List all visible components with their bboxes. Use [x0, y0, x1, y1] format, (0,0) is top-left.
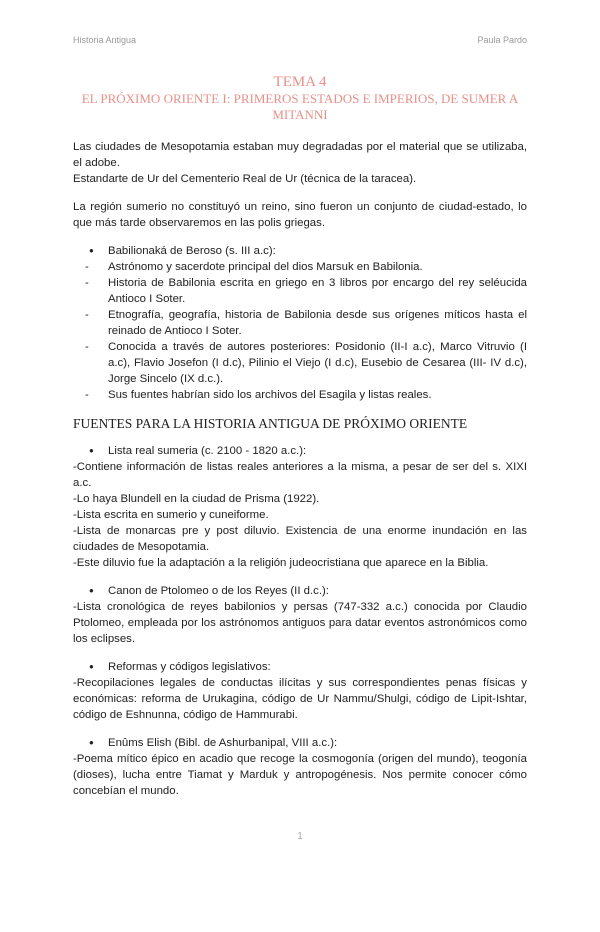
source-section [73, 583, 527, 647]
beroso-list [73, 243, 527, 403]
section-line: -Este diluvio fue la adaptación a la religión judeocristiana que aparece en la Biblia. [73, 557, 489, 569]
list-item: - Etnografía, geografía, historia de Babilonia desde sus orígenes míticos hasta el reinado de Antioco I Soter. [85, 309, 527, 337]
header-course: Historia Antigua [73, 35, 137, 45]
section-bullet: ● Enûms Elish (Bibl. de Ashurbanipal, VIII a.c.): [73, 735, 527, 751]
title-subtitle: EL PRÓXIMO ORIENTE I: PRIMEROS ESTADOS E IMPERIOS, DE SUMER A MITANNI [81, 91, 519, 122]
list-item: - Conocida a través de autores posteriores: Posidonio (II-I a.c), Marco Vitruvio (I a.c), Flavio Josefon (I d.c), Pilinio el Viejo (I d.c), Eusebio de Cesarea (III- IV d.c), Jorge Sincelo (IX d.c.). [85, 341, 527, 385]
list-item: - Historia de Babilonia escrita en griego en 3 libros por encargo del rey seléucida Antioco I Soter. [85, 277, 527, 305]
section-line: -Contiene información de listas reales anteriores a la misma, a pesar de ser del s. XIXI a.c. [73, 461, 527, 489]
section-line: -Recopilaciones legales de conductas ilícitas y sus correspondientes penas físicas y económicas: reforma de Urukagina, código de Ur Nammu/Shulgi, código de Lipit-Ishtar, código de Eshnunna, código de Hammurabi. [73, 677, 527, 721]
list-item: - Astrónomo y sacerdote principal del dios Marsuk en Babilonia. [85, 261, 423, 273]
header-author: Paula Pardo [477, 35, 527, 45]
section-line: -Lista escrita en sumerio y cuneiforme. [73, 509, 269, 521]
section-bullet: ● Lista real sumeria (c. 2100 - 1820 a.c.): [73, 443, 527, 459]
source-section [73, 735, 527, 799]
document-title [73, 74, 527, 123]
intro-line: Estandarte de Ur del Cementerio Real de Ur (técnica de la taracea). [73, 173, 417, 185]
title-topic: TEMA 4 [273, 74, 327, 90]
source-section [73, 659, 527, 723]
section-line: -Lista cronológica de reyes babilonios y persas (747-332 a.c.) conocida por Claudio Ptolomeo, empleada por los astrónomos antiguos para datar eventos astronómicos como los eclipses. [73, 601, 527, 645]
intro-paragraph [73, 139, 527, 187]
intro-line: Las ciudades de Mesopotamia estaban muy degradadas por el material que se utilizaba, el adobe. [73, 141, 527, 169]
source-section [73, 443, 527, 571]
list-item: - Sus fuentes habrían sido los archivos del Esagila y listas reales. [85, 389, 432, 401]
section-bullet: ● Reformas y códigos legislativos: [73, 659, 527, 675]
section-bullet: ● Canon de Ptolomeo o de los Reyes (II d.c.): [73, 583, 527, 599]
page-number: 1 [297, 831, 303, 842]
list-bullet: ● Babilionaká de Beroso (s. III a.c): [73, 243, 527, 259]
section-line: -Poema mítico épico en acadio que recoge la cosmogonía (origen del mundo), teogonía (dioses), lucha entre Tiamat y Marduk y antropogénesis. Nos permite conocer cómo concebían el mundo. [73, 753, 527, 797]
paragraph: La región sumerio no constituyó un reino, sino fueron un conjunto de ciudad-estado, lo que más tarde observaremos en las polis griegas. [73, 201, 527, 229]
section-heading: FUENTES PARA LA HISTORIA ANTIGUA DE PRÓXIMO ORIENTE [73, 416, 468, 431]
section-line: -Lo haya Blundell en la ciudad de Prisma (1922). [73, 493, 320, 505]
section-line: -Lista de monarcas pre y post diluvio. Existencia de una enorme inundación en las ciudades de Mesopotamia. [73, 525, 527, 553]
